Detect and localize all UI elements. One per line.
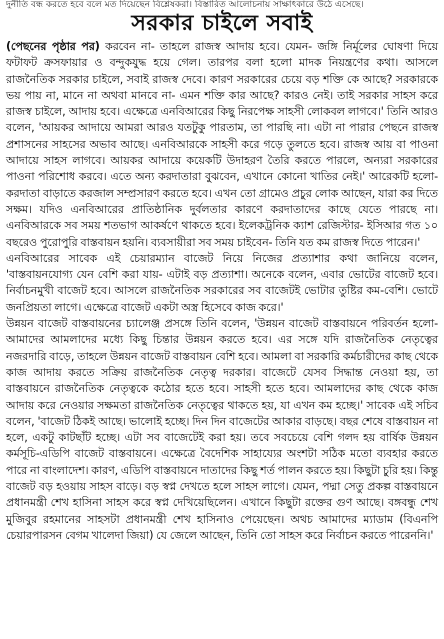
cut-off-top-line: দুর্নীতি বন্ধ করতে হবে বলে মত দিয়েছেন বিশ্লেষকরা। বিস্তারিত আলোচনায় সাক্ষাৎকারে উঠে এসেছে।	[6, 0, 364, 10]
article-headline: সরকার চাইলে সবাই	[131, 11, 313, 36]
paragraph-1-text: করবেন না- তাহলে রাজস্ব আদায় হবে। যেমন- জঙ্গি নির্মূলের ঘোষণা দিয়ে ফটাফট ক্রসফায়ার ও বন্দুকযুদ্ধ হয়ে গেল। তারপর বলা হলো মাদক নিয়ন্ত্রণের কথা। আসলে রাজনৈতিক সরকার চাইলে, সবাই রাজস্ব দেবে। কারণ সরকারের চেয়ে বড় শক্তি কে আছে? সরকারকে ভয় পায় না, মানে না অথবা মানবে না- এমন শক্তি কার আছে? কারও নেই। তাই সরকার সাহস করে রাজস্ব চাইলে, আদায় হবে। এক্ষেত্রে এনবিআরের কিছু নিরপেক্ষ সাহসী লোকবল লাগবে।' তিনি আরও বলেন, 'আয়কর আদায়ে আমরা আরও যতটুকু পারতাম, তা পারছি না। এটা না পারার পেছনে রাজস্ব প্রশাসনের সাহসের অভাব আছে। এনবিআরকে সাহসী করে গড়ে তুলতে হবে। রাজস্ব আয় বা পাওনা আদায়ে সাহস লাগবে। আয়কর আদায়ে কয়েকটি উদাহরণ তৈরি করতে পারলে, অন্যরা সরকারের পাওনা পরিশোধ করবে। এতে অন্য করদাতারা বুঝবেন, এখানে কোনো খাতির নেই।' আরেকটি হলো- করদাতা বাড়াতে করজাল সম্প্রসারণ করতে হবে। এখন তো গ্রামেও প্রচুর লোক আছেন, যারা কর দিতে সক্ষম। যদিও এনবিআরের প্রাতিষ্ঠানিক দুর্বলতার কারণে করদাতাদের কাছে যেতে পারছে না। এনবিআরকে সব সময় শতভাগ আকর্ষণে থাকতে হবে। ইলেকট্রনিক ক্যাশ রেজিস্টার- ইসিআর গত ১০ বছরেও পুরোপুরি বাস্তবায়ন হয়নি। ব্যবসায়ীরা সব সময় চাইবেন- তিনি যত কম রাজস্ব দিতে পারেন।'	[6, 40, 439, 249]
article-paragraph-1	[6, 39, 438, 251]
article-paragraph-3: উন্নয়ন বাজেট বাস্তবায়নের চ্যালেঞ্জ প্রসঙ্গে তিনি বলেন, 'উন্নয়ন বাজেট বাস্তবায়নে পরিবর্তন হলো- আমাদের আমলাদের মধ্যে কিছু চিন্তার উন্নয়ন করতে হবে। এর সঙ্গে যদি রাজনৈতিক নেতৃত্বের নজরদারি বাড়ে, তাহলে উন্নয়ন বাজেট বাস্তবায়ন বেশি হবে। আমলা বা সরকারি কর্মচারীদের কাছ থেকে কাজ আদায় করতে সক্রিয় রাজনৈতিক নেতৃত্ব দরকার। বাজেটে যেসব সিদ্ধান্ত নেওয়া হয়, তা বাস্তবায়নে রাজনৈতিক নেতৃত্বকে কঠোর হতে হবে। সাহসী হতে হবে। আমলাদের কাছ থেকে কাজ আদায় করে নেওয়ার সক্ষমতা রাজনৈতিক নেতৃত্বের থাকতে হয়, যা এখন কম হচ্ছে।' সাবেক এই সচিব বলেন, 'বাজেট ঠিকই আছে। ভালোই হচ্ছে। দিন দিন বাজেটের আকার বাড়ছে। বছর শেষে বাস্তবায়ন না হলে, একটু কাটছাঁট হচ্ছে। এটা সব বাজেটেই করা হয়। তবে সবচেয়ে বেশি গলদ হয় বার্ষিক উন্নয়ন কর্মসূচি-এডিপি বাজেট বাস্তবায়নে। এক্ষেত্রে বৈদেশিক সাহায্যের অংশটা সঠিক মতো ব্যবহার করতে পারে না বাংলাদেশ। কারণ, এডিপি বাস্তবায়নে দাতাদের কিছু শর্ত পালন করতে হয়। কিছুটা চুরি হয়। কিন্তু বাজেট বড় হওয়ায় সাহস বাড়ে। বড় স্বপ্ন দেখতে হলে সাহস লাগে। যেমন, পদ্মা সেতু প্রকল্প বাস্তবায়নে প্রধানমন্ত্রী শেখ হাসিনা সাহস করে স্বপ্ন দেখিয়েছিলেন। এখানে কিছুটা রক্তের গুণ আছে। বঙ্গবন্ধু শেখ মুজিবুর রহমানের সাহসটা প্রধানমন্ত্রী শেখ হাসিনাও পেয়েছেন। অথচ আমাদের ম্যাডাম (বিএনপি চেয়ারপারসন বেগম খালেদা জিয়া) যে জেলে আছেন, তিনি তো সাহস করে নির্বাচন করতে পারেননি।'	[6, 317, 438, 542]
continued-from-tag: (পেছনের পৃষ্ঠার পর)	[6, 40, 100, 53]
article-body	[6, 39, 438, 544]
article-paragraph-2: এনবিআরের সাবেক এই চেয়ারম্যান বাজেট নিয়ে নিজের প্রত্যাশার কথা জানিয়ে বলেন, 'বাস্তবায়নযোগ্য যেন বেশি করা যায়- এটাই বড় প্রত্যাশা। অনেকে বলেন, এবার ভোটের বাজেট হবে। নির্বাচনমুখী বাজেট হবে। আসলে রাজনৈতিক সরকারের সব বাজেটই ভোটার তুষ্টির কম-বেশি। ভোটে জনপ্রিয়তা লাগে। এক্ষেত্রে বাজেট একটা অস্ত্র হিসেবে কাজ করে।'	[6, 251, 438, 314]
